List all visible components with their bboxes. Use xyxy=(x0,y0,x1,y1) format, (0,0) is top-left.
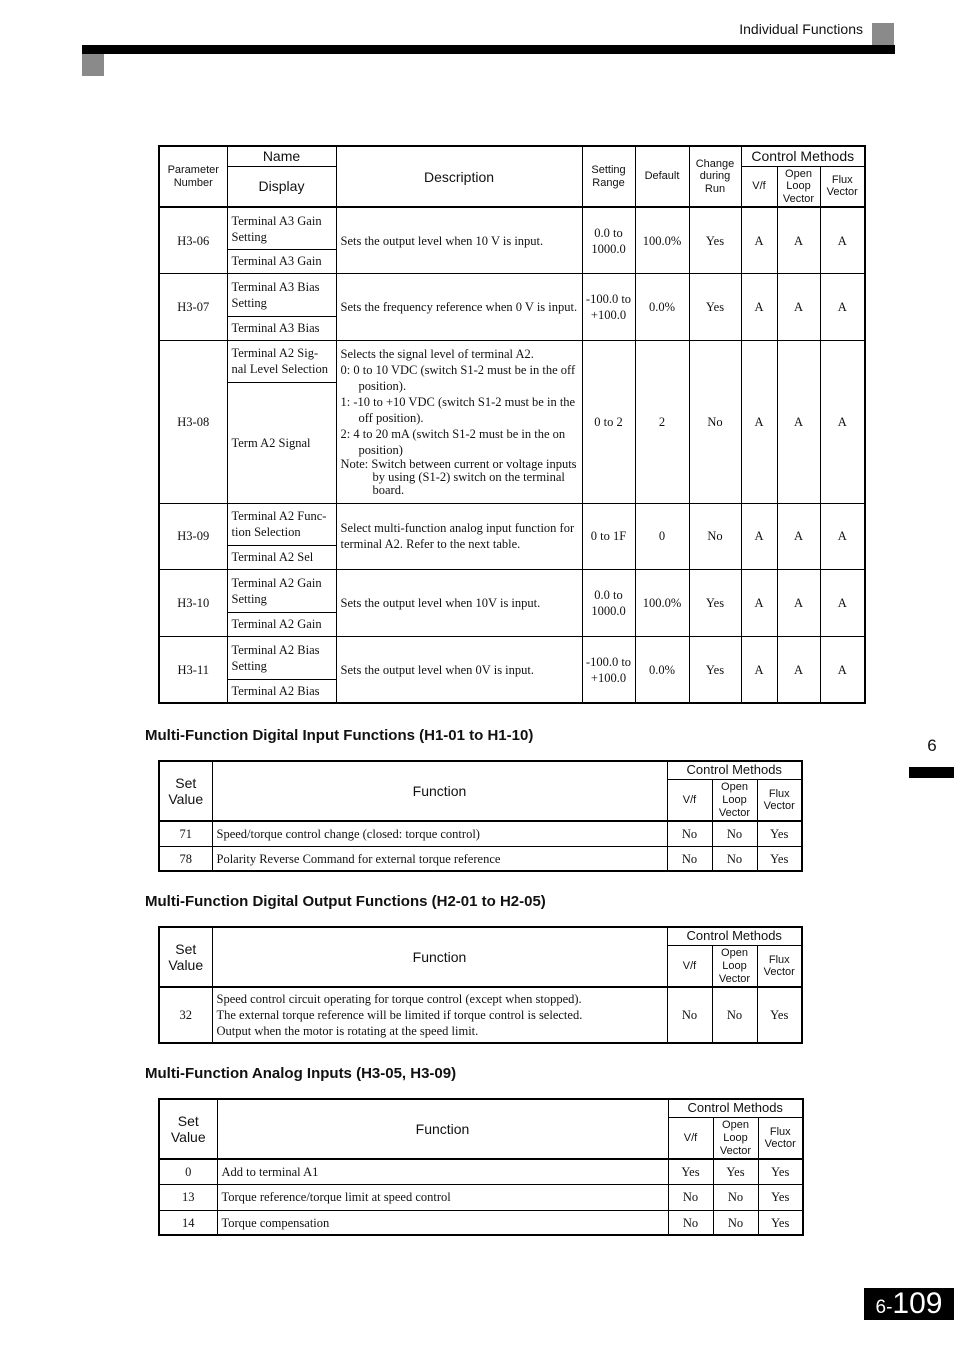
function: Speed/torque control change (closed: torque control) xyxy=(212,821,667,846)
vf: No xyxy=(668,1210,713,1235)
header-open-loop-vector: Open Loop Vector xyxy=(713,1117,758,1159)
table-row xyxy=(159,273,865,316)
param-display: Terminal A2 Gain xyxy=(227,612,336,636)
param-default: 2 xyxy=(635,340,689,503)
vf: No xyxy=(667,846,712,871)
param-number: H3-09 xyxy=(159,503,227,569)
section-title-digital-inputs: Multi-Function Digital Input Functions (H1-01 to H1-10) xyxy=(145,727,534,744)
param-default: 0 xyxy=(635,503,689,569)
param-name: Terminal A2 Func-tion Selection xyxy=(227,503,336,545)
header-setting-range: Setting Range xyxy=(582,146,635,207)
param-number: H3-07 xyxy=(159,273,227,340)
header-open-loop-vector: Open Loop Vector xyxy=(777,166,820,207)
param-number: H3-08 xyxy=(159,340,227,503)
param-default: 0.0% xyxy=(635,273,689,340)
param-olv: A xyxy=(777,273,820,340)
table-row xyxy=(159,569,865,612)
param-description: Sets the output level when 10V is input. xyxy=(336,569,582,636)
param-fv: A xyxy=(820,273,865,340)
table-row xyxy=(159,821,802,846)
param-fv: A xyxy=(820,207,865,273)
param-vf: A xyxy=(741,340,777,503)
param-range: -100.0 to +100.0 xyxy=(582,273,635,340)
param-fv: A xyxy=(820,340,865,503)
olv: No xyxy=(713,1210,758,1235)
header-set-value: Set Value xyxy=(159,927,212,987)
page-number-prefix: 6- xyxy=(875,1296,893,1318)
description-line: 2: 4 to 20 mA (switch S1-2 must be in the on position) xyxy=(340,427,566,458)
header-flux-vector: Flux Vector xyxy=(757,945,802,987)
digital-outputs-table xyxy=(158,926,803,1044)
header-param-number: Parameter Number xyxy=(159,146,227,207)
olv: Yes xyxy=(713,1159,758,1184)
header-control-methods: Control Methods xyxy=(667,927,802,945)
analog-inputs-table xyxy=(158,1098,804,1236)
header-set-value: Set Value xyxy=(159,1099,217,1159)
function: Torque compensation xyxy=(217,1210,668,1235)
olv: No xyxy=(712,846,757,871)
function: Add to terminal A1 xyxy=(217,1159,668,1184)
function: Polarity Reverse Command for external torque reference xyxy=(212,846,667,871)
param-display: Terminal A3 Bias xyxy=(227,316,336,340)
param-olv: A xyxy=(777,207,820,273)
header-marker-right xyxy=(872,23,894,45)
page-number-value: 109 xyxy=(892,1287,943,1320)
param-description: Sets the output level when 0V is input. xyxy=(336,636,582,703)
table-row xyxy=(159,636,865,679)
param-vf: A xyxy=(741,636,777,703)
param-number: H3-10 xyxy=(159,569,227,636)
chapter-tab-number: 6 xyxy=(927,736,937,755)
table-row xyxy=(159,846,802,871)
param-default: 0.0% xyxy=(635,636,689,703)
header-vf: V/f xyxy=(741,166,777,207)
header-set-value: Set Value xyxy=(159,761,212,821)
table-row xyxy=(159,1159,803,1184)
header-open-loop-vector: Open Loop Vector xyxy=(712,945,757,987)
param-olv: A xyxy=(777,340,820,503)
param-change: Yes xyxy=(689,636,741,703)
header-change-during-run: Change during Run xyxy=(689,146,741,207)
header-name: Name xyxy=(227,146,336,166)
set-value: 78 xyxy=(159,846,212,871)
param-vf: A xyxy=(741,569,777,636)
param-description: Sets the output level when 10 V is input. xyxy=(336,207,582,273)
function-line: Output when the motor is rotating at the speed limit. xyxy=(216,1024,479,1039)
parameter-table xyxy=(158,145,866,704)
param-default: 100.0% xyxy=(635,207,689,273)
set-value: 0 xyxy=(159,1159,217,1184)
header-open-loop-vector: Open Loop Vector xyxy=(712,779,757,821)
table-row xyxy=(159,987,802,1043)
header-function: Function xyxy=(212,927,667,987)
vf: No xyxy=(667,821,712,846)
header-control-methods: Control Methods xyxy=(668,1099,803,1117)
table-row xyxy=(159,503,865,545)
running-header: Individual Functions xyxy=(739,21,863,37)
vf: No xyxy=(667,987,712,1043)
param-number: H3-11 xyxy=(159,636,227,703)
param-number: H3-06 xyxy=(159,207,227,273)
header-display: Display xyxy=(227,166,336,207)
fv: Yes xyxy=(757,987,802,1043)
param-change: Yes xyxy=(689,273,741,340)
param-display: Terminal A2 Sel xyxy=(227,545,336,569)
function-line: Speed control circuit operating for torque control (except when stopped). xyxy=(216,992,582,1007)
fv: Yes xyxy=(757,846,802,871)
header-flux-vector: Flux Vector xyxy=(757,779,802,821)
param-fv: A xyxy=(820,636,865,703)
param-vf: A xyxy=(741,207,777,273)
param-default: 100.0% xyxy=(635,569,689,636)
param-change: No xyxy=(689,503,741,569)
param-display: Term A2 Signal xyxy=(227,382,336,503)
param-fv: A xyxy=(820,569,865,636)
section-title-analog-inputs: Multi-Function Analog Inputs (H3-05, H3-09) xyxy=(145,1065,457,1082)
param-range: 0.0 to 1000.0 xyxy=(582,207,635,273)
table-row xyxy=(159,207,865,249)
header-description: Description xyxy=(336,146,582,207)
description-note: Note: Switch between current or voltage inputs by using (S1-2) switch on the terminal board. xyxy=(340,457,577,498)
param-olv: A xyxy=(777,636,820,703)
fv: Yes xyxy=(757,821,802,846)
param-olv: A xyxy=(777,569,820,636)
set-value: 14 xyxy=(159,1210,217,1235)
set-value: 13 xyxy=(159,1184,217,1210)
olv: No xyxy=(712,987,757,1043)
olv: No xyxy=(713,1184,758,1210)
param-range: 0 to 2 xyxy=(582,340,635,503)
param-name: Terminal A2 Sig-nal Level Selection xyxy=(227,340,336,382)
olv: No xyxy=(712,821,757,846)
header-vf: V/f xyxy=(668,1117,713,1159)
section-title-digital-outputs: Multi-Function Digital Output Functions (H2-01 to H2-05) xyxy=(145,893,546,910)
description-line: 1: -10 to +10 VDC (switch S1-2 must be in the off position). xyxy=(340,395,576,426)
param-name: Terminal A2 Bias Setting xyxy=(227,636,336,679)
header-flux-vector: Flux Vector xyxy=(820,166,865,207)
header-marker-left xyxy=(82,54,104,76)
header-function: Function xyxy=(217,1099,668,1159)
param-vf: A xyxy=(741,273,777,340)
header-vf: V/f xyxy=(667,779,712,821)
fv: Yes xyxy=(758,1184,803,1210)
param-display: Terminal A3 Gain xyxy=(227,249,336,273)
set-value: 32 xyxy=(159,987,212,1043)
header-control-methods: Control Methods xyxy=(741,146,865,166)
param-change: No xyxy=(689,340,741,503)
param-fv: A xyxy=(820,503,865,569)
set-value: 71 xyxy=(159,821,212,846)
header-default: Default xyxy=(635,146,689,207)
digital-inputs-table xyxy=(158,760,803,872)
param-name: Terminal A2 Gain Setting xyxy=(227,569,336,612)
function-line: The external torque reference will be limited if torque control is selected. xyxy=(216,1008,583,1023)
param-range: 0.0 to 1000.0 xyxy=(582,569,635,636)
fv: Yes xyxy=(758,1159,803,1184)
table-row xyxy=(159,340,865,382)
function: Torque reference/torque limit at speed control xyxy=(217,1184,668,1210)
vf: No xyxy=(668,1184,713,1210)
param-olv: A xyxy=(777,503,820,569)
description-line: 0: 0 to 10 VDC (switch S1-2 must be in the off position). xyxy=(340,363,576,394)
param-name: Terminal A3 Bias Setting xyxy=(227,273,336,316)
param-display: Terminal A2 Bias xyxy=(227,679,336,703)
chapter-tab-bar xyxy=(909,767,954,778)
param-range: 0 to 1F xyxy=(582,503,635,569)
param-description: Select multi-function analog input function for terminal A2. Refer to the next table. xyxy=(336,503,582,569)
header-flux-vector: Flux Vector xyxy=(758,1117,803,1159)
function xyxy=(212,987,667,1043)
page-number xyxy=(864,1288,954,1320)
header-function: Function xyxy=(212,761,667,821)
table-row xyxy=(159,1184,803,1210)
param-name: Terminal A3 Gain Setting xyxy=(227,207,336,249)
param-description xyxy=(336,340,582,503)
vf: Yes xyxy=(668,1159,713,1184)
header-vf: V/f xyxy=(667,945,712,987)
param-change: Yes xyxy=(689,569,741,636)
param-description: Sets the frequency reference when 0 V is input. xyxy=(336,273,582,340)
header-control-methods: Control Methods xyxy=(667,761,802,779)
param-range: -100.0 to +100.0 xyxy=(582,636,635,703)
header-rule xyxy=(82,45,895,54)
fv: Yes xyxy=(758,1210,803,1235)
param-vf: A xyxy=(741,503,777,569)
param-change: Yes xyxy=(689,207,741,273)
table-row xyxy=(159,1210,803,1235)
description-line: Selects the signal level of terminal A2. xyxy=(340,347,534,362)
